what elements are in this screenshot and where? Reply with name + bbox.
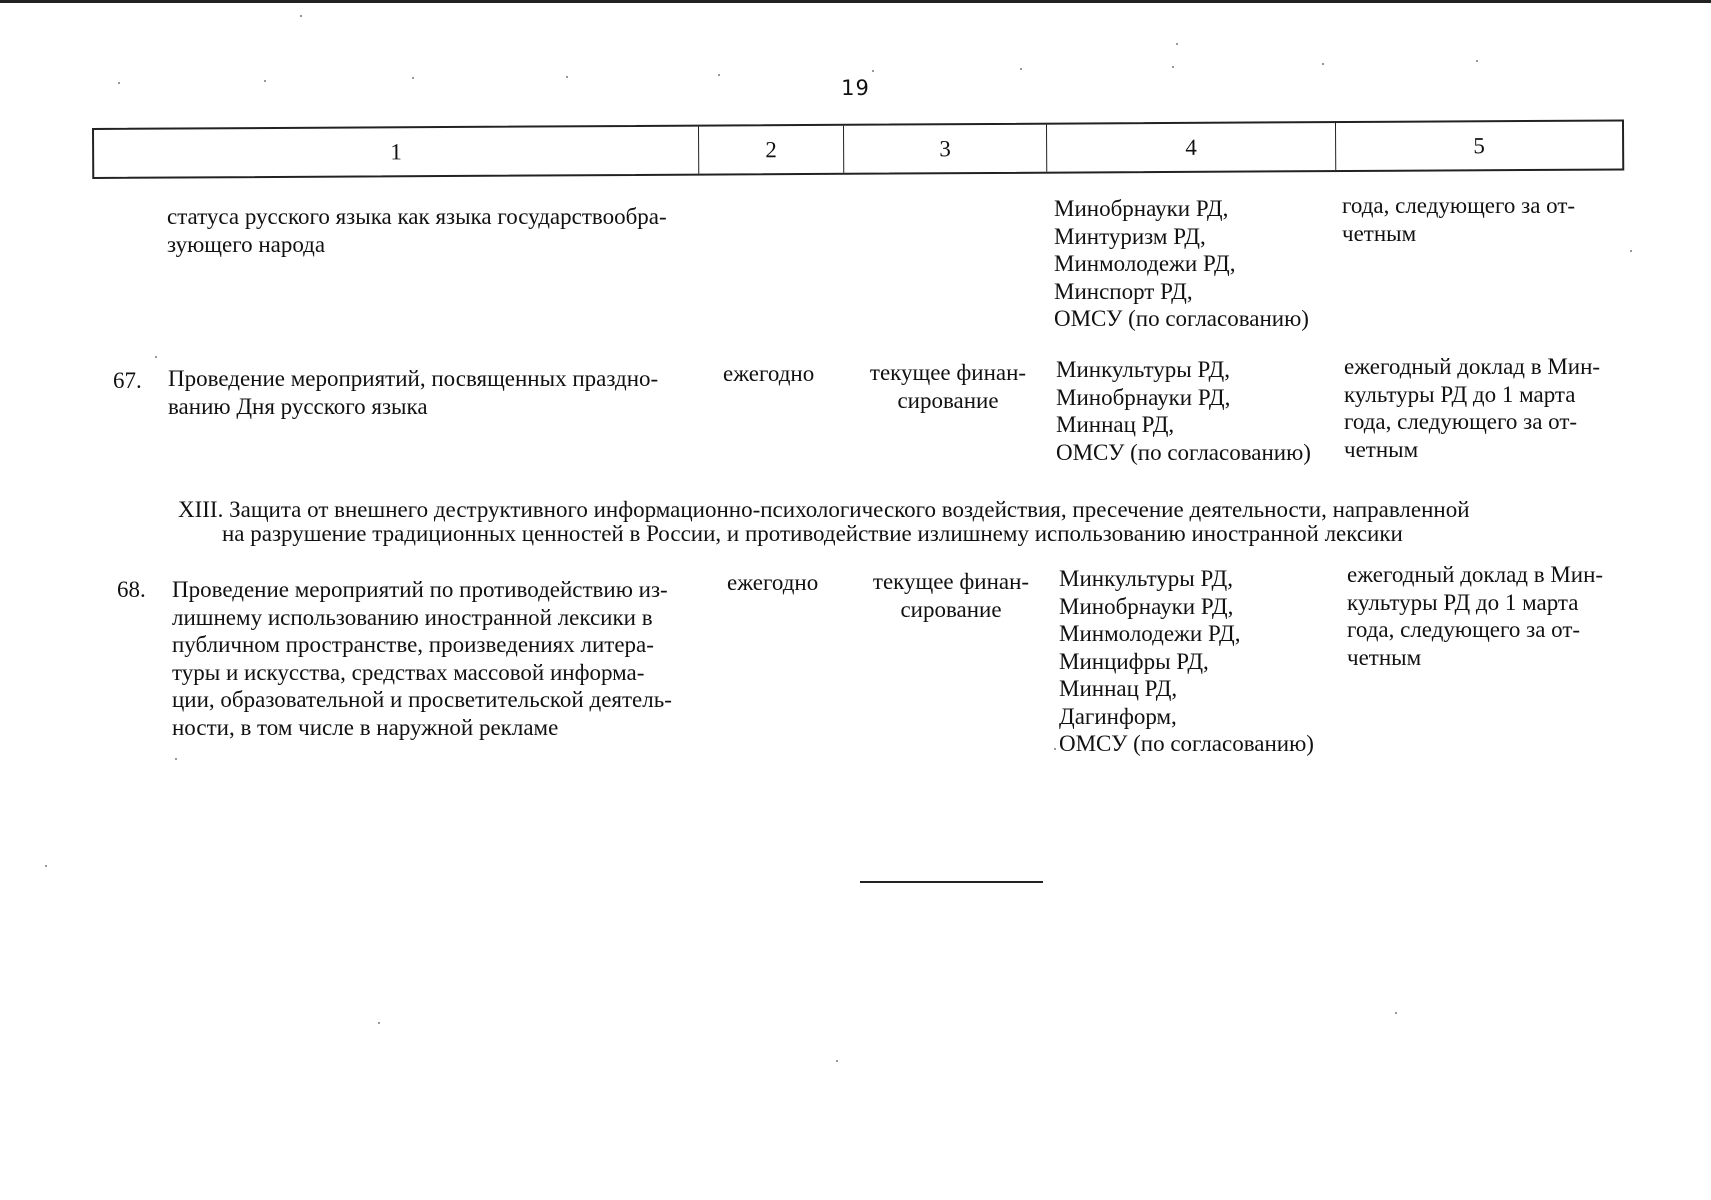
continuation-col5 [1342, 192, 1575, 247]
row-68-col4 [1059, 565, 1314, 758]
row-68-number: 68. [117, 577, 146, 602]
text-line: ции, образовательной и просветительской деятель- [172, 687, 672, 712]
end-of-document-rule [860, 881, 1043, 883]
text-line: ОМСУ (по согласованию) [1059, 731, 1314, 756]
text-line: туры и искусства, средствах массовой информа- [172, 659, 645, 685]
row-68-col1 [172, 576, 672, 741]
continuation-col1 [167, 203, 667, 258]
text-line: Минобрнауки РД, [1056, 384, 1231, 410]
scan-speck [1054, 748, 1056, 750]
scan-speck [300, 15, 302, 17]
scan-speck [1322, 63, 1324, 65]
text-line: текущее финан- [869, 360, 1027, 385]
text-line: Проведение мероприятий по противодействию из- [172, 577, 668, 602]
text-line: года, следующего за от- [1347, 617, 1581, 642]
text-line: года, следующего за от- [1342, 193, 1576, 218]
text-line: ности, в том числе в наружной рекламе [172, 714, 559, 740]
row-67-col1 [168, 365, 658, 420]
text-line: текущее финан- [872, 569, 1030, 594]
text-line: ОМСУ (по согласованию) [1054, 306, 1309, 331]
scan-speck [378, 1022, 380, 1024]
text-line: Минкультуры РД, [1056, 357, 1230, 382]
text-line: Миннац РД, [1056, 412, 1175, 437]
text-line: ежегодный доклад в Мин- [1347, 562, 1604, 587]
scan-speck [175, 758, 177, 760]
text-line: ежегодный доклад в Мин- [1344, 354, 1601, 379]
text-line: публичном пространстве, произведениях литера- [172, 632, 654, 657]
text-line: Минобрнауки РД, [1059, 593, 1234, 619]
scan-speck [1395, 1012, 1397, 1014]
row-67-col4 [1056, 356, 1311, 466]
text-line: культуры РД до 1 марта [1347, 589, 1579, 615]
header-cell-3: 3 [844, 125, 1047, 173]
text-line: Минспорт РД, [1054, 278, 1193, 304]
text-line: года, следующего за от- [1344, 409, 1578, 434]
scan-speck [412, 77, 414, 79]
scan-top-edge [0, 0, 1711, 3]
scan-speck [1476, 60, 1478, 62]
scan-speck [872, 70, 874, 72]
text-line: ванию Дня русского языка [168, 393, 428, 419]
text-line: Минмолодежи РД, [1059, 621, 1241, 646]
row-68-col2: ежегодно [727, 570, 819, 595]
scan-speck [1172, 66, 1174, 68]
header-cell-1: 1 [94, 127, 699, 177]
scan-speck [1176, 43, 1178, 45]
header-cell-2: 2 [699, 126, 844, 174]
section-heading-line2: на разрушение традиционных ценностей в России, и противодействие излишнему использованию иностранной лексики [222, 521, 1403, 546]
text-line: зующего народа [167, 231, 326, 257]
text-line: четным [1347, 644, 1422, 670]
text-line: статуса русского языка как языка государствообра- [167, 204, 667, 229]
row-68-col5 [1347, 561, 1603, 671]
text-line: четным [1344, 436, 1419, 462]
text-line: лишнему использованию иностранной лексики в [172, 604, 653, 630]
text-line: сирование [900, 596, 1002, 622]
scan-speck [118, 82, 120, 84]
row-67-col3 [858, 359, 1038, 414]
scan-speck [836, 1060, 838, 1062]
row-68-col3 [860, 568, 1042, 623]
text-line: Дагинформ, [1059, 703, 1177, 729]
text-line: Минкультуры РД, [1059, 566, 1233, 591]
header-cell-5: 5 [1473, 132, 1485, 158]
text-line: Минобрнауки РД, [1054, 196, 1229, 221]
row-67-col2: ежегодно [723, 361, 815, 386]
text-line: Миннац РД, [1059, 676, 1178, 701]
text-line: культуры РД до 1 марта [1344, 381, 1576, 407]
text-line: ОМСУ (по согласованию) [1056, 439, 1311, 465]
scan-speck [45, 865, 47, 867]
table-header-row [92, 119, 1624, 179]
text-line: Минцифры РД, [1059, 648, 1209, 674]
scan-speck [566, 76, 568, 78]
scan-speck [155, 356, 157, 358]
row-67-col5 [1344, 353, 1600, 463]
continuation-col4 [1054, 195, 1309, 333]
section-heading-line1: XIII. Защита от внешнего деструктивного информационно-психологического воздействия, пресечение деятельности, направленной [178, 497, 1470, 522]
page-number: 19 [841, 76, 870, 100]
text-line: Проведение мероприятий, посвященных праздно- [168, 366, 659, 391]
row-67-number: 67. [113, 368, 142, 393]
text-line: четным [1342, 220, 1417, 246]
scan-speck [1020, 68, 1022, 70]
scan-speck [1630, 250, 1632, 252]
scan-speck [718, 74, 720, 76]
text-line: Минтуризм РД, [1054, 223, 1206, 249]
scan-speck [264, 80, 266, 82]
text-line: Минмолодежи РД, [1054, 251, 1236, 276]
text-line: сирование [897, 387, 999, 413]
header-cell-4: 4 [1047, 123, 1336, 172]
